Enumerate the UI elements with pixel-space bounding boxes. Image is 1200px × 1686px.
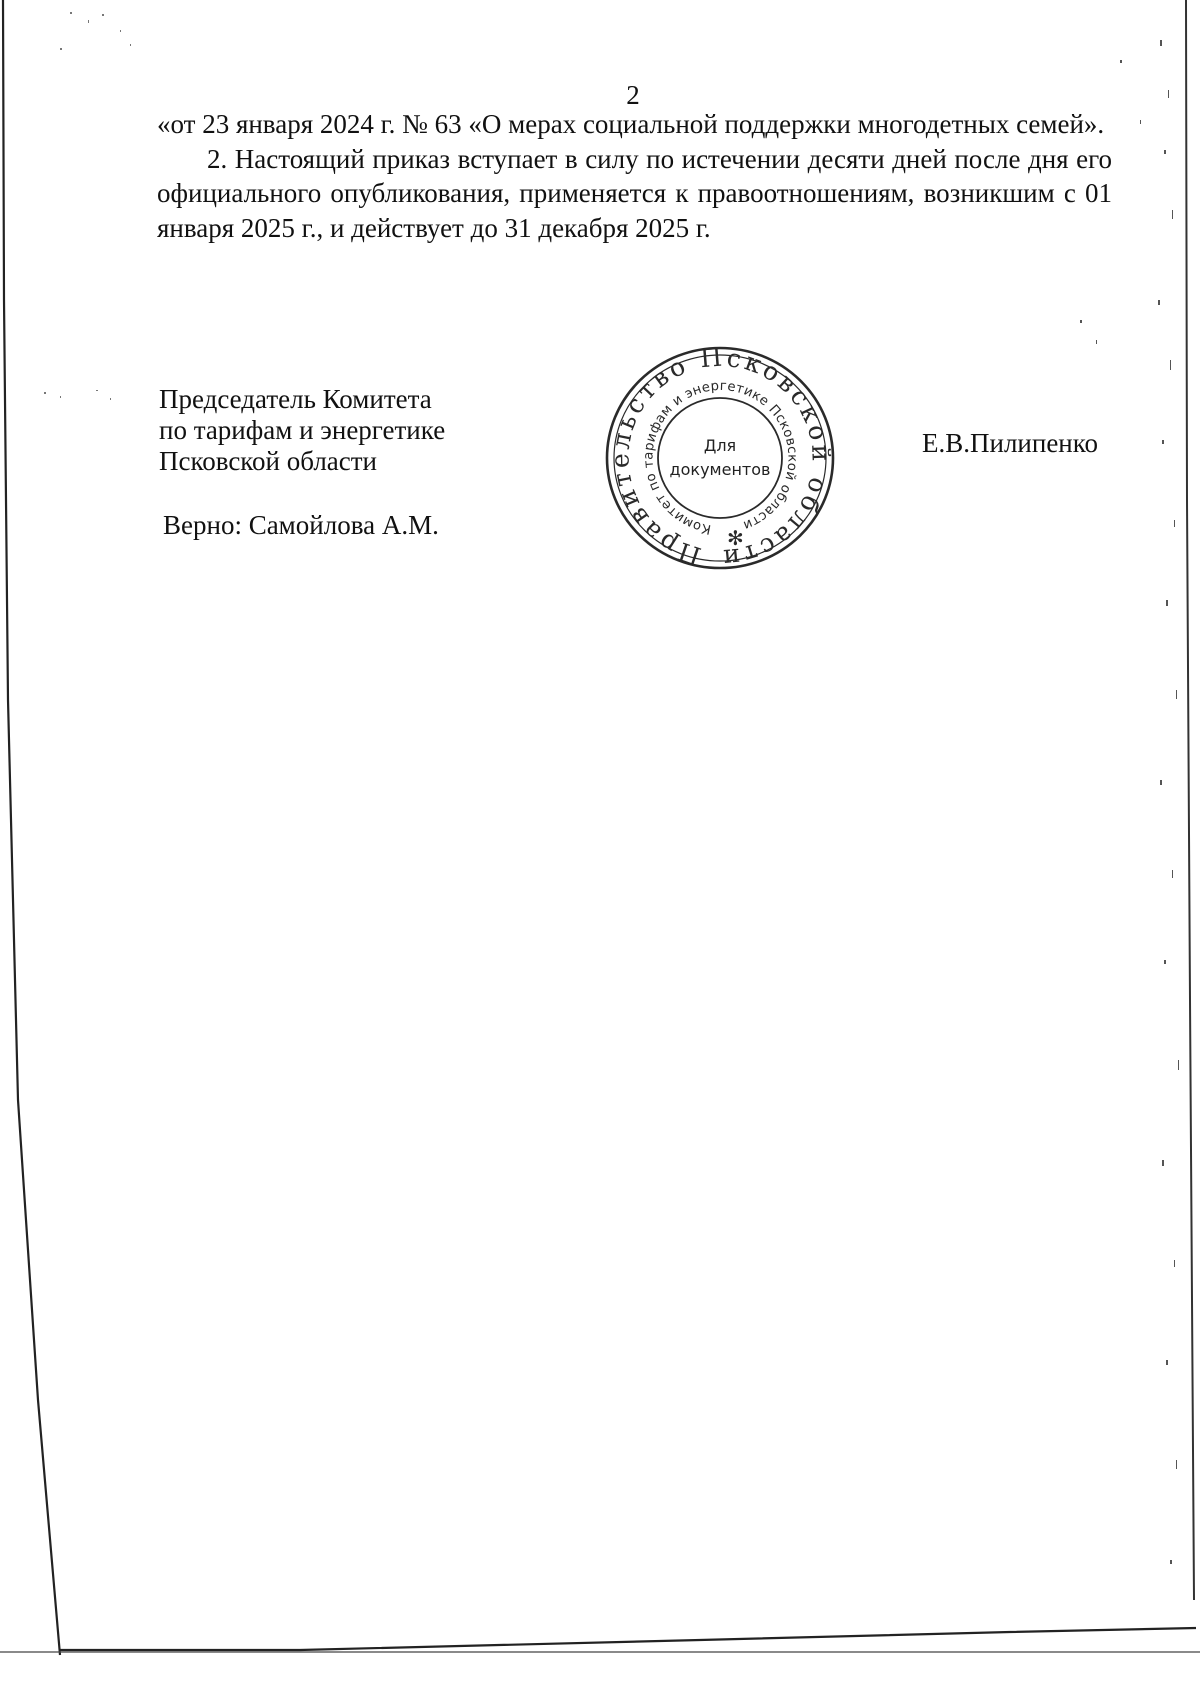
paragraph-order-reference: «от 23 января 2024 г. № 63 «О мерах социальной поддержки многодетных семей».	[157, 109, 1105, 139]
signer-position-line: Председатель Комитета	[159, 384, 432, 414]
stamp-inner-text: Комитет по тарифам и энергетике Псковской области	[641, 378, 800, 537]
body-text	[157, 107, 1112, 245]
stamp-center-line: документов	[669, 460, 771, 479]
signer-position-line: по тарифам и энергетике	[159, 415, 446, 445]
stamp-center-line: Для	[703, 436, 737, 455]
signer-position-line: Псковской области	[159, 446, 378, 476]
stamp-center-text	[664, 434, 776, 482]
signer-name: Е.В.Пилипенко	[922, 428, 1099, 458]
stamp-outer-text: Правительство Псковской области	[605, 342, 836, 574]
signer-position	[159, 384, 445, 477]
stamp-star-icon: ✻	[727, 526, 744, 550]
page-number: 2	[626, 80, 640, 110]
paragraph-effective-date: 2. Настоящий приказ вступает в силу по истечении десяти дней после дня его официального опубликования, применяется к правоотношениям, возникшим с 01 января 2025 г., и действует до 31 декабря 2025 г.	[157, 143, 1112, 243]
certified-copy-note: Верно: Самойлова А.М.	[163, 510, 439, 540]
official-stamp	[600, 342, 840, 574]
